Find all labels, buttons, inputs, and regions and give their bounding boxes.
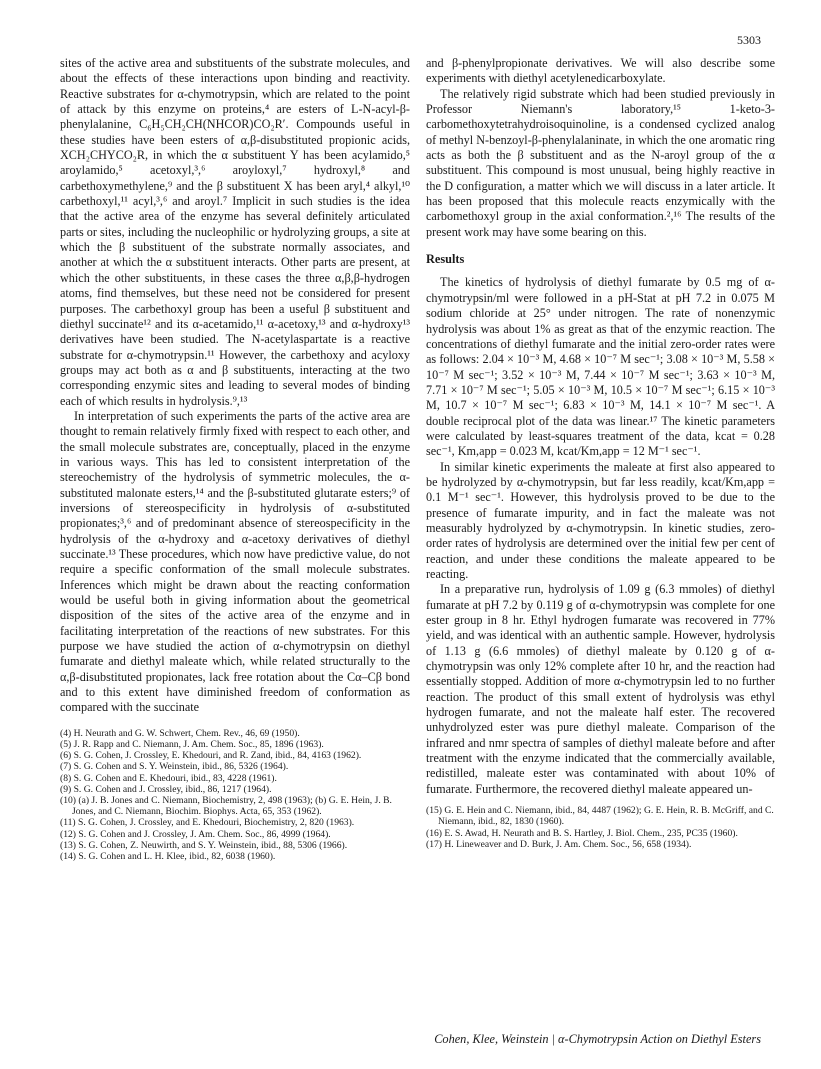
body-paragraph: The kinetics of hydrolysis of diethyl fumarate by 0.5 mg of α-chymotrypsin/ml were followed in a pH-Stat at pH 7.2 in 0.075 M sodium chloride at 25° under nitrogen. The rate of nonenzymic hydrolysis was about 1% as great as that of the enzymic reaction. The concentrations of diethyl fumarate and the initial zero-order rates were as follows: 2.04 × 10⁻³ M, 4.68 × 10⁻⁷ M sec⁻¹; 3.08 × 10⁻³ M, 5.58 × 10⁻⁷ M sec⁻¹; 3.52 × 10⁻³ M, 7.44 × 10⁻⁷ M sec⁻¹; 3.63 × 10⁻³ M, 7.71 × 10⁻⁷ M sec⁻¹; 5.05 × 10⁻³ M, 10.5 × 10⁻⁷ M sec⁻¹; 6.15 × 10⁻³ M, 10.7 × 10⁻⁷ M sec⁻¹; 6.83 × 10⁻³ M, 14.1 × 10⁻⁷ M sec⁻¹. A double reciprocal plot of the data was linear.¹⁷ The kinetic parameters were calculated by least-squares treatment of the data, kcat = 0.28 sec⁻¹, Km,app = 0.023 M, kcat/Km,app = 12 M⁻¹ sec⁻¹. [426, 275, 775, 459]
reference: (12) S. G. Cohen and J. Crossley, J. Am. Chem. Soc., 86, 4999 (1964). [60, 828, 331, 840]
reference: (8) S. G. Cohen and E. Khedouri, ibid., 83, 4228 (1961). [60, 772, 277, 784]
reference: (17) H. Lineweaver and D. Burk, J. Am. Chem. Soc., 56, 658 (1934). [426, 838, 692, 850]
reference: (14) S. G. Cohen and L. H. Klee, ibid., 82, 6038 (1960). [60, 851, 276, 863]
running-footer: Cohen, Klee, Weinstein | α-Chymotrypsin Action on Diethyl Esters [434, 1032, 761, 1046]
reference: (4) H. Neurath and G. W. Schwert, Chem. Rev., 46, 69 (1950). [60, 727, 300, 739]
body-paragraph: sites of the active area and substituents of the substrate molecules, and about the effects of these interactions upon binding and reactivity. Reactive substrates for α-chymotrypsin, which are related to the point of attack by this enzyme on proteins,⁴ are esters of L-N-acyl-β-phenylalanine, C₆H₅CH₂CH(NHCOR)CO₂R′. Compounds useful in these studies have been esters of α,β-disubstituted propionic acids, XCH₂CHYCO₂R, in which the α substituent Y has been acylamido,⁵ aroylamido,⁵ acetoxyl,³,⁶ aroyloxyl,⁷ hydroxyl,⁸ and carbethoxymethylene,⁹ and the β substituent X has been aryl,⁴ alkyl,¹⁰ carbethoxyl,¹¹ acyl,³,⁶ and aroyl.⁷ Implicit in such studies is the idea that the active area of the enzyme has several definitely articulated parts or sites, including the nucleophilic or hydrolyzing groups, a site at which the β substituent of the substrate normally associates, and another at which the α substituent interacts. Other parts are present, at which the other substituents, in these cases the three α,β,β-hydrogen atoms, find themselves, but these need not be considered for present purposes. The carbethoxyl group has been a useful β substituent and diethyl succinate¹² and its α-acetamido,¹¹ α-acetoxy,¹³ and α-hydroxy¹³ derivatives have been studied. The N-acetylaspartate is a reactive substrate for α-chymotrypsin.¹¹ However, the carbethoxy and acyloxy groups may act both as α and β substituents, interacting at the two corresponding enzymic sites and leading to several modes of binding each of which results in hydrolysis.⁹,¹³ [60, 56, 410, 408]
footnotes-right [426, 805, 775, 850]
body-paragraph: In a preparative run, hydrolysis of 1.09 g (6.3 mmoles) of diethyl fumarate at pH 7.2 by 0.119 g of α-chymotrypsin was complete for one ester group in 8 hr. Ethyl hydrogen fumarate was recovered in 77% yield, and was identical with an authentic sample. However, hydrolysis of 1.13 g (6.6 mmoles) of diethyl maleate by 0.120 g of α-chymotrypsin was only 12% complete after 10 hr, and the reaction had essentially stopped. Addition of more α-chymotrypsin led to no further reaction. The product of this small extent of hydrolysis was ethyl hydrogen fumarate, and not the maleate half ester. The recovered unhydrolyzed ester was pure diethyl maleate. Comparison of the infrared and nmr spectra of samples of diethyl maleate before and after treatment with the enzyme indicated that the commercially available, redistilled, maleate ester was contaminated with about 10% of fumarate. Furthermore, the recovered diethyl maleate appeared un- [426, 582, 775, 796]
reference: (6) S. G. Cohen, J. Crossley, E. Khedouri, and R. Zand, ibid., 84, 4163 (1962). [60, 750, 362, 762]
reference: (9) S. G. Cohen and J. Crossley, ibid., 86, 1217 (1964). [60, 783, 272, 795]
body-paragraph: In interpretation of such experiments the parts of the active area are thought to remain relatively firmly fixed with respect to each other, and the small molecule substrates are, conceptually, placed in the enzyme in various ways. This has led to consistent interpretation of the stereochemistry of the hydrolysis of symmetric molecules, the α-substituted malonate esters,¹⁴ and the β-substituted glutarate esters;⁹ of inversions of stereospecificity in hydrolysis of α-substituted propionates;³,⁶ and of predominant absence of stereospecificity in the hydrolysis of the α-hydroxy and α-acetoxy derivatives of diethyl succinate.¹³ These procedures, which now have predictive value, do not require a specific conformation of the small molecule substrates. Inferences which might be drawn about the reacting conformation would be useful both in giving information about the geometrical disposition of the sites of the active area of the enzyme and in facilitating interpretation of the reactions of new substrates. For this purpose we have studied the action of α-chymotrypsin on diethyl fumarate and diethyl maleate which, while related structurally to the α,β-disubstituted propionates, lack free rotation about the Cα–Cβ bond and to this extent have diminished freedom of conformation as compared with the succinate [60, 408, 410, 715]
reference: (7) S. G. Cohen and S. Y. Weinstein, ibid., 86, 5326 (1964). [60, 761, 289, 773]
reference: (16) E. S. Awad, H. Neurath and B. S. Hartley, J. Biol. Chem., 235, PC35 (1960). [426, 827, 738, 839]
reference: (11) S. G. Cohen, J. Crossley, and E. Khedouri, Biochemistry, 2, 820 (1963). [60, 817, 355, 829]
reference: (5) J. R. Rapp and C. Niemann, J. Am. Chem. Soc., 85, 1896 (1963). [60, 738, 324, 750]
reference: (13) S. G. Cohen, Z. Neuwirth, and S. Y. Weinstein, ibid., 88, 5306 (1966). [60, 839, 348, 851]
body-paragraph: and β-phenylpropionate derivatives. We will also describe some experiments with diethyl acetylenedicarboxylate. [426, 56, 775, 86]
body-paragraph: The relatively rigid substrate which had been studied previously in Professor Niemann's laboratory,¹⁵ 1-keto-3-carbomethoxytetrahydroisoquinoline, is a condensed cyclized analog of methyl N-benzoyl-β-phenylalaninate, in which the one aromatic ring acts as both the β substituent and as the N-aroyl group of the α substituent. This compound is most unusual, being highly reactive in the D configuration, a matter which we will discuss in a later article. It has been proposed that this molecule reacts enzymically with the carbomethoxyl group in the axial conformation.²,¹⁶ The results of the present work may have some bearing on this. [426, 86, 775, 239]
left-column [60, 56, 410, 862]
footnotes-left [60, 728, 410, 862]
right-column [426, 56, 775, 850]
reference: (15) G. E. Hein and C. Niemann, ibid., 84, 4487 (1962); G. E. Hein, R. B. McGriff, and C. Niemann, ibid., 82, 1830 (1960). [426, 805, 774, 828]
reference: (10) (a) J. B. Jones and C. Niemann, Biochemistry, 2, 498 (1963); (b) G. E. Hein, J. B. Jones, and C. Niemann, Biochim. Biophys. Acta, 65, 353 (1962). [60, 795, 392, 818]
page-number: 5303 [737, 33, 761, 47]
section-heading-results: Results [426, 252, 465, 267]
body-paragraph: In similar kinetic experiments the maleate at first also appeared to be hydrolyzed by α-chymotrypsin, but far less readily, kcat/Km,app = 0.1 M⁻¹ sec⁻¹. However, this hydrolysis proved to be due to the presence of fumarate impurity, and in fact the maleate was not measurably hydrolyzed by α-chymotrypsin. In kinetic studies, zero-order rates of hydrolysis are determined over the initial few per cent of reaction, and under these conditions the maleate appeared to be reacting. [426, 459, 775, 581]
